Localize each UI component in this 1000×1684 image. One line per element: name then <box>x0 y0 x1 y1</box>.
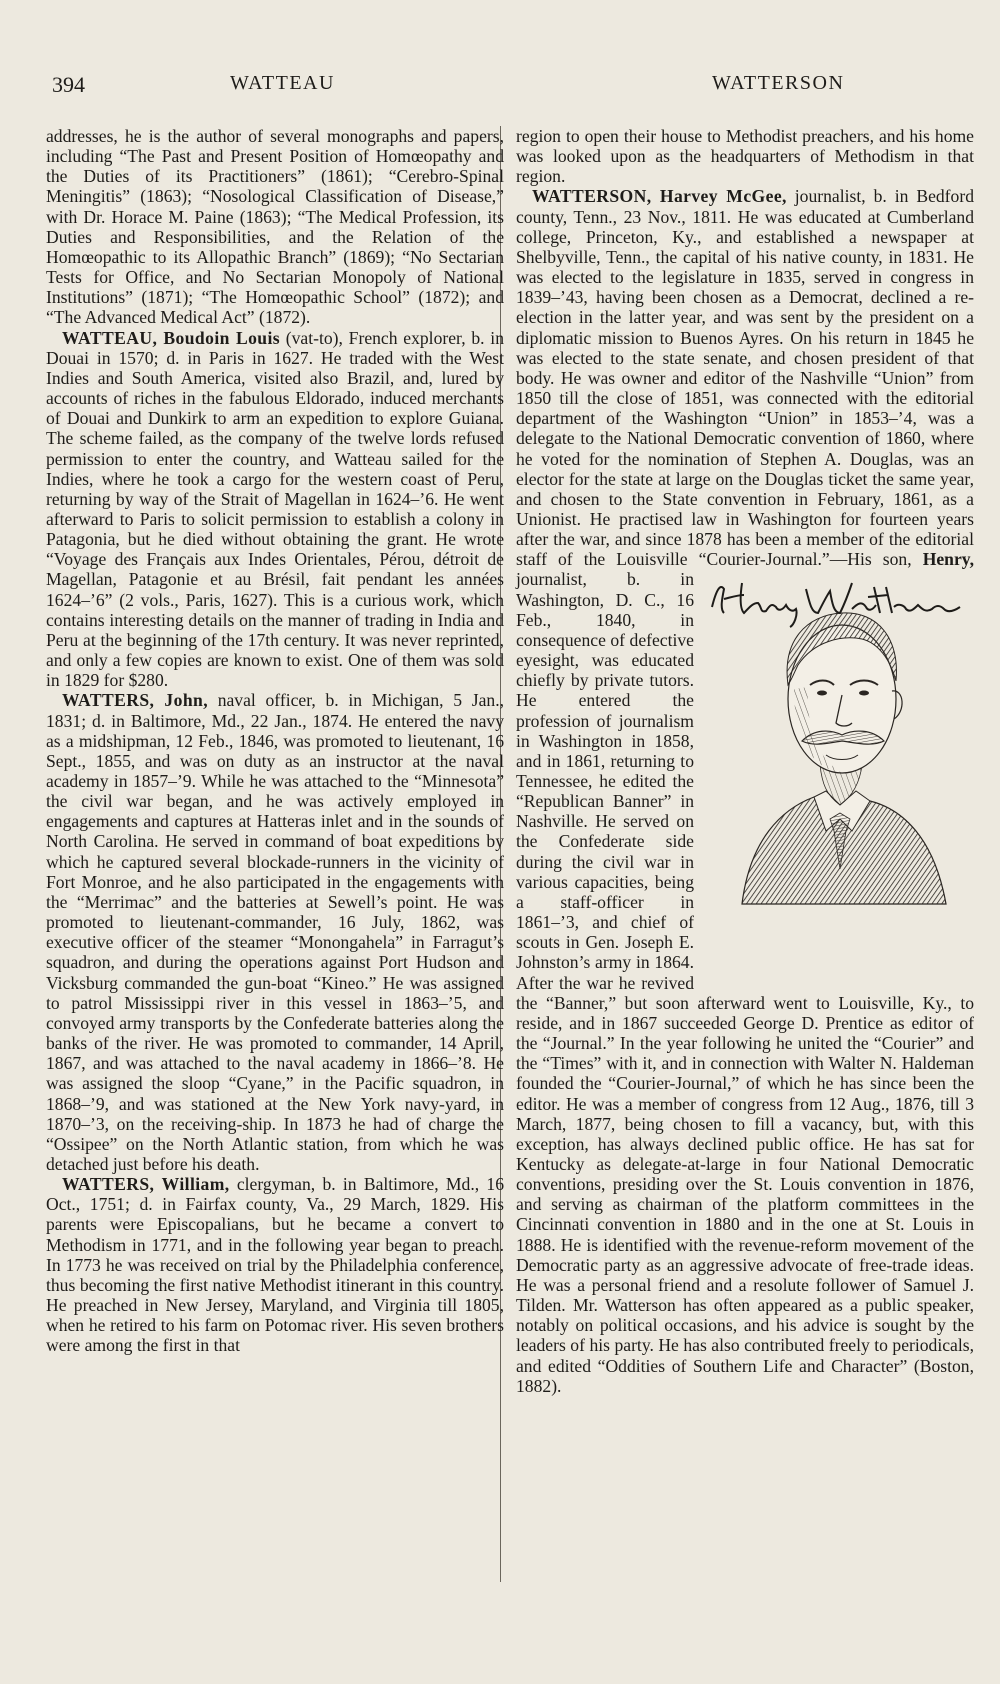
entry-text: journalist, b. in Bedford county, Tenn., 23 Nov., 1811. He was educated at Cumberland college, Princeton, Ky., and established a newspaper at Shelbyville, Tenn., the capital of his native county, in 1831. He was elected to the legislature in 1835, served in congress in 1839–’43, having been chosen as a Democrat, declined a re-election in the latter year, and was sent by the president on a diplomatic mission to Buenos Ayres. On his return in 1845 he was elected to the state senate, and chosen president of that body. He was owner and editor of the Nashville “Union” from 1850 till the close of 1851, was connected with the editorial department of the Washington “Union” in 1853–’4, was a delegate to the National Democratic convention of 1860, where he voted for the nomination of Stephen A. Douglas, was an elector for the state at large on the Douglas ticket the same year, and chosen to the State convention in February, 1861, as a Unionist. He practised law in Washington for fourteen years after the war, and since 1878 has been a member of the editorial staff of the Louisville “Courier-Journal.”—His son, <box>516 186 974 570</box>
son-name: Henry, <box>922 549 974 570</box>
entry-text: (vat-to), French explorer, b. in Douai in 1570; d. in Paris in 1627. He traded with the West Indies and South America, visited also Brazil, and, lured by accounts of riches in the fabulous Eldorado, induced merchants of Douai and Dunkirk to arm an expedition to explore Guiana. The scheme failed, as the company of the twelve lords refused permission to enter the country, and Watteau sailed for the Indies, where he took a cargo for the western coast of Peru, returning by way of the Strait of Magellan in 1624–’6. He went afterward to Paris to solicit permission to establish a colony in Patagonia, but he died without obtaining the grant. He wrote “Voyage des Français aux Indes Orientales, Pérou, détroit de Magellan, Patagonie et au Brésil, fait pendant les années 1624–’6” (2 vols., Paris, 1627). This is a curious work, which contains interesting details on the manner of trading in India and Peru at the beginning of the 17th century. It was never reprinted, and only a few copies are known to exist. One of them was sold in 1829 for $280. <box>46 327 504 691</box>
headword: WATTERS, John, <box>62 690 208 711</box>
entry-text: naval officer, b. in Michigan, 5 Jan., 1831; d. in Baltimore, Md., 22 Jan., 1874. He entered the navy as a midshipman, 12 Feb., 1846, was promoted to lieutenant, 16 Sept., 1855, and was on duty as an instructor at the naval academy in 1857–’9. While he was attached to the “Minnesota” the civil war began, and he was actively employed in engagements and captures at Hatteras inlet and in the sounds of North Carolina. He served in command of boat expeditions by which he captured several blockade-runners in the vicinity of Fort Monroe, and he also participated in the engagements with the “Merrimac” and the batteries at Sewell’s point. He was promoted to lieutenant-commander, 16 July, 1862, was executive officer of the steamer “Monongahela” in Farragut’s squadron, and during the operations against Port Hudson and Vicksburg commanded the gun-boat “Kineo.” He was assigned to patrol Mississippi river in this vessel in 1863–’5, and convoyed army transports by the Confederate batteries along the banks of the river. He was promoted to commander, 14 April, 1867, and was attached to the naval academy in 1866–’8. He was assigned the sloop “Cyane,” in the Pacific squadron, in 1868–’9, and was stationed at the New York navy-yard, in 1870–’3, on the receiving-ship. In 1873 he had of charge the “Ossipee” on the North Atlantic station, from which he was detached just before his death. <box>46 690 504 1174</box>
signature-icon <box>702 569 974 629</box>
entry-watters-john <box>46 690 504 1174</box>
entry-watterson <box>516 186 974 1395</box>
headword: WATTEAU, Boudoin Louis <box>62 327 280 348</box>
portrait-figure <box>702 569 974 973</box>
entry-text: journalist, b. in Washington, D. C., 16 Feb., 1840, in consequence of defective eyesight, was educated chiefly by private tutors. He entered the profession of journalism in Washington in 1858, and in 1861, returning to Tennessee, he edited the “Republican Banner” in Nashville. He served on the Confederate side during the civil war in various capacities, being a staff-officer in 1861–’3, and chief of scouts in Gen. Joseph E. Johnston’s army in 1864. After the war he revived the “Banner,” but soon afterward went to Louisville, Ky., to reside, and in 1867 succeeded George D. Prentice as editor of the “Journal.” In the year following he united the “Courier” and the “Times” with it, and in connection with Walter N. Haldeman founded the “Courier-Journal,” of which he has since been the editor. He was a member of congress from 12 Aug., 1876, till 3 March, 1877, being chosen to fill a vacancy, but, with this exception, has always declined public office. He has sat for Kentucky as delegate-at-large in four National Democratic conventions, presiding over the St. Louis convention in 1876, and serving as chairman of the platform committees in the Cincinnati convention in 1880 and in the one at St. Louis in 1888. He is identified with the revenue-reform movement of the Democratic party as an aggressive advocate of free-trade ideas. He was a personal friend and a resolute follower of Samuel J. Tilden. Mr. Watterson has often appeared as a public speaker, notably on political occasions, and his advice is sought by the leaders of his party. He has also contributed freely to periodicals, and edited “Oddities of Southern Life and Character” (Boston, 1882). <box>516 569 974 1396</box>
entry-text: clergyman, b. in Baltimore, Md., 16 Oct., 1751; d. in Fairfax county, Va., 29 March, 1829. His parents were Episcopalians, but he became a convert to Methodism in 1771, and in the following year began to preach. In 1773 he was received on trial by the Philadelphia conference, thus becoming the first native Methodist itinerant in this country. He preached in New Jersey, Maryland, and Virginia till 1805, when he retired to his farm on Potomac river. His seven brothers were among the first in that <box>46 1174 504 1356</box>
page-number: 394 <box>52 72 85 97</box>
headword: WATTERS, William, <box>62 1174 230 1195</box>
right-running-head: WATTERSON <box>712 72 845 94</box>
continuation-paragraph: addresses, he is the author of several monographs and papers, including “The Past and Present Position of Homœopathy and the Duties of its Practitioners” (1861); “Cerebro-Spinal Meningitis” (1863); “Nosological Classification of Disease,” with Dr. Horace M. Paine (1863); “The Medical Profession, its Duties and Responsibilities, and the Relation of the Homœopathic to its Allopathic Branch” (1869); “No Sectarian Tests for Office, and No Sectarian Monopoly of National Institutions” (1871); “The Homœopathic School” (1872); and “The Advanced Medical Act” (1872). <box>46 126 504 328</box>
headword: WATTERSON, Harvey McGee, <box>532 186 787 207</box>
continuation-paragraph: region to open their house to Methodist preachers, and his home was looked upon as the headquarters of Methodism in that region. <box>516 126 974 187</box>
entry-watteau <box>46 328 504 691</box>
right-column <box>516 126 974 1396</box>
left-column <box>46 126 504 1356</box>
entry-watters-william <box>46 1174 504 1355</box>
left-running-head: WATTEAU <box>230 72 335 94</box>
